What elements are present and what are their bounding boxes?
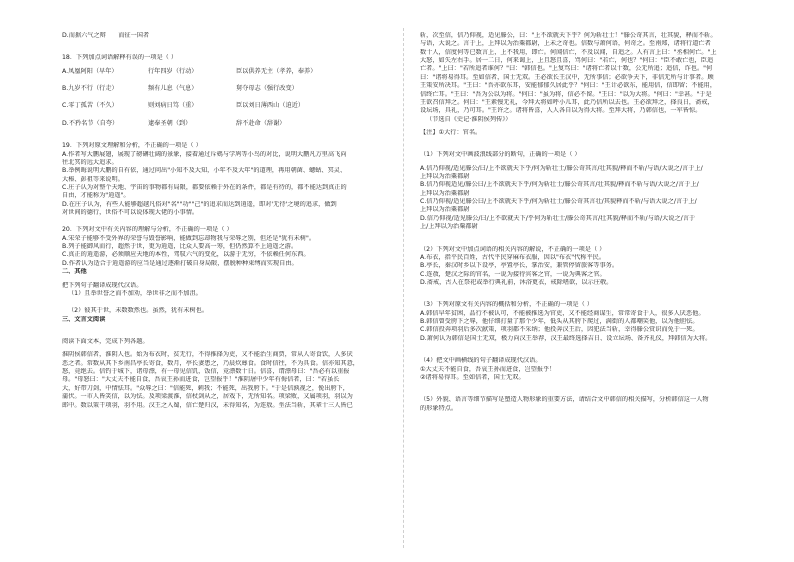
passage-line: 亡者。"上曰："若所追者谁何？"曰："韩信也。"上复骂曰："诸将亡者以十数，公无所追；追信，诈也。"何: [420, 65, 713, 73]
q18-b-2: 频有儿息（气息）: [148, 85, 198, 93]
r-q3-option: D.萧何认为韩信是国士无双，极力向汉王举荐，汉王最终选择吉日、设立坛场、备齐礼仪，拜韩信为大将。: [420, 334, 712, 342]
q18-c-2: 则刘病日笃（重）: [148, 102, 198, 110]
q18-d-1: D.不矜名节（自夸）: [62, 119, 119, 127]
r-q2-option: A.布衣，指平民百姓，古代平民穿麻布衣服，因以"布衣"代称平民。: [420, 253, 606, 261]
translate-item-1: （1）且举世誉之而不加劝，举世非之而不加沮。: [68, 289, 202, 297]
q19-line: 对世间的德行，世俗不可以说体现大佬的小事情。: [62, 209, 199, 217]
q18-d-2: 逮奉圣朝（到）: [148, 119, 192, 127]
q18-a-2: 行年四岁（行动）: [148, 67, 198, 75]
passage-line: 怒，竟绝去。信钓于城下，诸母漂，有一母见信饥，饭信，竟漂数十日。信喜，谓漂母曰："吾必有以重报: [62, 368, 350, 376]
q19-line: D.在庄子认为，有些人能够超越凡俗对"名""功""己"的追求而达到逍遥，即对'无待'之境的追求，做到: [62, 200, 337, 208]
q20-line: D.作者认为适合于逍遥游的应当是通过逐渐打破自身局限，摆脱种种束缚而实现自由。: [62, 259, 298, 267]
passage-line: 数十人，信度何等已数言上，上不我用，即亡。何闻信亡，不及以闻，自追之。人有言上曰："丞相何亡。"上: [420, 48, 717, 56]
r-q4-item: ①大丈夫不能自食，吾哀王孙而进食，岂望报乎！: [420, 365, 556, 373]
q19-line: C.庄子认为对整个天地、宇宙的事物都有局限，都要依赖于外在的条件，都是有待的，都不能达到真正的: [62, 183, 347, 191]
r-q1-option: A.信乃仰视/适见滕公/曰/上不欲就天下乎/何为斩壮士/滕公奇其言/壮其貌/释而不斩/与语/大说之/言于上/: [420, 164, 703, 172]
q18-option-d: [62, 120, 392, 128]
passage-source: （节选自《史记·淮阴侯列传》）: [426, 115, 512, 123]
passage-line: 王欲召信拜之。何曰："王素慢无礼，今拜大将如呼小儿耳，此乃信所以去也。王必欲拜之，择良日，斋戒，: [420, 98, 714, 106]
footnote: 【注】①大行：官名。: [420, 128, 482, 136]
passage-line: 郎中。数以策干项羽，羽不用。汉王之入蜀，信亡楚归汉，未得知名，为连敖。坐法当斩，其辈十三人皆已: [62, 401, 353, 409]
q19-line: A.作者写大鹏展翅，展现了磅礴壮阔的景象，接着通过斥鴳与学鸠等小鸟的对比，说明大鹏凡万里高飞向: [62, 150, 347, 158]
section-heading: 二、其他: [62, 268, 87, 276]
r-q1-option: 上拜以为治粟都尉: [420, 189, 470, 197]
r-q1-option: 上拜以为治粟都尉: [420, 173, 470, 181]
r-q2-option: D.斋戒，古人在祭祀或举行典礼前，沐浴更衣，戒除嗜欲，以示庄敬。: [420, 278, 613, 286]
r-q1-option: D.信乃仰视/适见滕公/曰/上不欲就天下/乎何为斩壮士/滕公奇其言/壮其貌/释而不斩/与语/大说之/言于: [420, 214, 696, 222]
q18-b-1: B.九岁不行（行走）: [62, 85, 118, 93]
r-q3-stem: （3）下列对原文有关内容的概括和分析，不正确的一项是（ ）: [420, 301, 593, 309]
passage-line: 信终亡耳。"王曰："吾为公以为将。"何曰："虽为将，信必不留。"王曰："以为大将。"何曰："幸甚。"于是: [420, 90, 712, 98]
column-divider: [403, 28, 404, 548]
translate-item-2: （2）彼其于世，未数数然也。虽然，犹有未树也。: [68, 307, 209, 315]
q18-b-3: 舅夺母志（强行改变）: [236, 85, 298, 93]
passage-line: 淮阴侯韩信者，淮阴人也。始为布衣时，贫无行，不得推择为吏，又不能治生商贾，常从人寄食饮，人多厌: [62, 351, 353, 359]
q18-option-c: [62, 102, 392, 110]
q19-line: B.举例晦说明大鹏的自有依，通过问出"小知不及大知，小年不及大年"的道理，再用朝菌、蟪蛄、冥灵、: [62, 167, 347, 175]
r-q3-option: B.韩信曾受胯下之辱，他仔细打量了那个少年，低头从其胯下爬过，满街的人都嘲笑他，以为他胆怯。: [420, 318, 699, 326]
q18-d-3: 辞不赴命（辞谢）: [236, 119, 286, 127]
q20-line: A.宋荣子能够不受外界的荣誉与毁誉影响，能做到忘却物我与荣辱之别，但还是"犹有未树"。: [62, 234, 316, 242]
translate-instruction: 把下列句子翻译成现代汉语。: [62, 281, 143, 289]
passage-line: 设坛场，具礼，乃可耳。"王许之。诸将皆喜，人人各自以为得大将。至拜大将，乃韩信也，一军皆惊。: [420, 107, 702, 115]
q20-stem: 20．下列对文中有关内容的理解与分析，不正确的一项是（ ）: [62, 226, 233, 234]
q17-option-d: D.而据六气之辩 而征一国者: [62, 32, 150, 39]
section-heading: 三、文言文阅读: [62, 315, 106, 323]
q19-stem: 19．下列对原文理解和分析，不正确的一项是（ ）: [62, 142, 202, 150]
r-q1-stem: （1）下列对文中画波浪线部分的断句，正确的一项是（ ）: [420, 151, 581, 159]
passage-line: 大怒，如失左右手。居一二日，何来谒上，上且怒且喜，骂何曰："若亡，何也？"何曰："臣不敢亡也，臣追: [420, 57, 714, 65]
q18-a-1: A.凤凰阿阳（早年）: [62, 67, 118, 75]
q18-c-3: 臣以刘日薄西山（迫近）: [236, 102, 305, 110]
passage-line: 与语，大说之。言于上，上拜以为治粟都尉，上未之奇也。信数与萧何语，何奇之。至南郑，诸将行道亡者: [420, 40, 711, 48]
q20-line: C.真正的逍遥游，必须顺应天地的本性，驾驭六气的变化，以游于无穷，不依赖任何东西。: [62, 251, 310, 259]
r-q1-option: 上拜以为治粟都尉: [420, 206, 470, 214]
q18-c-1: C.零丁孤苦（不久）: [62, 102, 118, 110]
r-q1-option: 上/上拜以为治粟都尉: [420, 223, 478, 231]
r-q2-option: C.连敖，楚汉之际的官名，一说为接待宾客之官，一说为典客之官。: [420, 270, 606, 278]
r-q4-item: ②诸将易得耳。至如信者，国士无双。: [420, 373, 525, 381]
left-column: [62, 32, 392, 410]
r-q1-option: C.信乃仰视/适见滕公曰/上不欲就天下乎/何为斩壮士/滕公奇其言壮/其貌释而不斩/与语大说之/言于上/: [420, 198, 697, 206]
passage-line: 母。"母怒曰："大丈夫不能自食，吾哀王孙而进食，岂望报乎！"淮阴屠中少年有侮信者，曰："若虽长: [62, 376, 340, 384]
q19-line: 大椿、彭祖等来说明。: [62, 175, 124, 183]
passage-line: 蒲伏。一市人皆笑信，以为怯。及项梁渡淮，信杖剑从之，居戏下，无所知名。项梁败，又属项羽，羽以为: [62, 393, 353, 401]
r-q4-stem: （4）把文中画横线的句子翻译成现代汉语。: [420, 357, 542, 365]
reading-instruction: 阅读下面文本，完成下列各题。: [62, 337, 149, 345]
r-q3-option: A.韩信早年贫困，品行不被认可，不能被推选为官吏，又不能经商谋生，常常寄食于人，很多人厌恶他。: [420, 309, 705, 317]
q19-line: 往北冥的远大追求。: [62, 158, 118, 166]
q18-stem: 18．下列加点词语解释有误的一项是（ ）: [62, 54, 178, 62]
q18-option-b: [62, 85, 392, 93]
q20-line: B.列子能御风而行，超然于世，更为逍遥，比众人要高一筹，但仍然算不上逍遥之游。: [62, 243, 298, 251]
r-q1-option: B.信乃仰视适见/滕公曰/上不欲就天下乎/何为斩壮士/滕公奇其言/壮其貌/释而不斩与语/大说之/言于上/: [420, 181, 699, 189]
passage-line: 斩，次至信，信乃仰视，适见滕公，曰："上不欲就天下乎？何为斩壮士！"滕公奇其言，壮其貌，释而不斩。: [420, 32, 717, 39]
passage-line: 王策安所决耳。"王曰："吾亦欲东耳，安能郁郁久居此乎？"何曰："王计必欲东，能用信，信即留；不能用，: [420, 82, 717, 90]
r-q5-stem: （5）外貌、语言等细节描写是塑造人物形象的重要方法，请结合文中韩信的相关描写，分析韩信这一人物: [420, 396, 709, 404]
q18-option-a: [62, 68, 392, 76]
passage-line: 恶之者。常数从其下乡南昌亭长寄食，数月，亭长妻患之，乃晨炊蓐食。食时信往，不为具食。信亦知其意，: [62, 359, 359, 367]
r-q3-option: C.韩信投奔项羽后多次献策，项羽都不采纳；他投奔汉王后，因犯法当斩，幸得滕公赏识而免于一死。: [420, 326, 699, 334]
passage-line: 大，好带刀剑，中情怯耳。"众辱之曰："信能死，刺我；不能死，出我胯下。"于是信孰视之，俛出胯下，: [62, 384, 349, 392]
right-column: [420, 32, 750, 413]
q18-a-3: 臣以供养无主（孝养，奉养）: [236, 67, 317, 75]
r-q5-stem-cont: 的形象特点。: [420, 404, 458, 412]
r-q2-option: B.亭长，秦汉时乡以下设亭，亭置亭长，掌治安，兼管停留旅客等事务。: [420, 262, 619, 270]
passage-line: 曰："诸将易得耳。至如信者，国士无双。王必欲长王汉中，无所事信；必欲争天下，非信无所与计事者。顾: [420, 73, 714, 81]
q19-line: 自由，才能称为"逍遥"。: [62, 192, 130, 200]
r-q2-stem: （2）下列对文中加点词语的相关内容的解说，不正确的一项是（ ）: [420, 245, 606, 253]
